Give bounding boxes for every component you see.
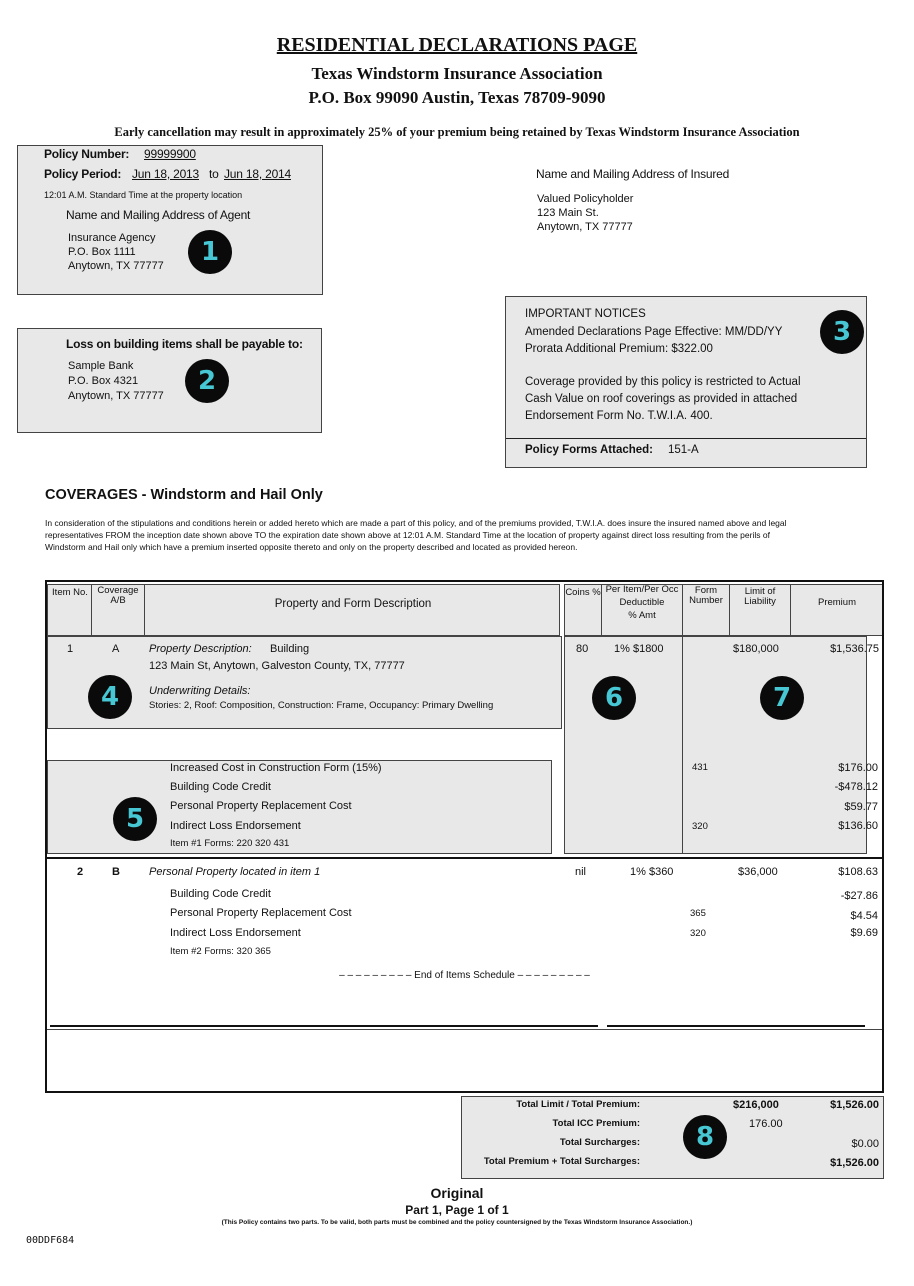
forms-attached-label: Policy Forms Attached:: [525, 444, 654, 456]
footer-part: Part 1, Page 1 of 1: [405, 1203, 509, 1217]
callout-badge-2: 2: [185, 359, 229, 403]
agent-line: Anytown, TX 77777: [68, 260, 164, 272]
item2-no: 2: [77, 866, 84, 878]
coverage-notice-line: Cash Value on roof coverings as provided in attached: [525, 393, 798, 405]
item-separator: [47, 857, 882, 859]
loss-payee-line: Sample Bank: [68, 360, 134, 372]
coverage-notice-line: Endorsement Form No. T.W.I.A. 400.: [525, 410, 713, 422]
total-icc: 176.00: [749, 1118, 783, 1130]
item1-address: 123 Main St, Anytown, Galveston County, TX, 77777: [149, 660, 405, 672]
item2-endorsement-label: Building Code Credit: [170, 888, 271, 900]
callout-badge-5: 5: [113, 797, 157, 841]
loss-payee-heading: Loss on building items shall be payable to:: [66, 337, 303, 351]
policy-period-label: Policy Period:: [44, 167, 122, 181]
coverage-notice-line: Coverage provided by this policy is restricted to Actual: [525, 376, 801, 388]
header-item-no: Item No.: [52, 587, 88, 598]
org-name: Texas Windstorm Insurance Association: [311, 64, 603, 83]
insured-line: Valued Policyholder: [537, 193, 634, 205]
header-form-number: Form Number: [689, 585, 723, 606]
insured-line: 123 Main St.: [537, 207, 599, 219]
header-limit: Limit of Liability: [744, 586, 776, 607]
total-label: Total Surcharges:: [559, 1137, 640, 1148]
loss-payee-line: Anytown, TX 77777: [68, 390, 164, 402]
policy-period-start: Jun 18, 2013: [132, 167, 199, 181]
header-deductible: Deductible: [619, 597, 665, 608]
item1-endorsement-premium: $59.77: [844, 801, 878, 813]
item1-coins: 80: [576, 643, 589, 655]
policy-period-to: to: [209, 167, 219, 181]
item2-endorsement-form: 320: [690, 928, 706, 939]
item1-uw-label: Underwriting Details:: [149, 685, 251, 697]
item1-endorsement-premium: $176.00: [838, 762, 878, 774]
total-label: Total Premium + Total Surcharges:: [483, 1156, 640, 1167]
coverages-title: COVERAGES - Windstorm and Hail Only: [45, 487, 323, 503]
notices-divider: [506, 438, 866, 439]
total-label: Total ICC Premium:: [552, 1118, 640, 1129]
callout-badge-3: 3: [820, 310, 864, 354]
callout-badge-7: 7: [760, 676, 804, 720]
header-deductible: Per Item/Per Occ: [605, 584, 679, 595]
item1-forms-line: Item #1 Forms: 220 320 431: [170, 838, 290, 849]
notice-line: Prorata Additional Premium: $322.00: [525, 343, 713, 355]
insured-heading: Name and Mailing Address of Insured: [536, 167, 730, 181]
item1-endorsement-form: 431: [692, 762, 708, 773]
coverages-paragraph-line: representatives FROM the inception date shown above TO the expiration date shown above at 12:01 A.M. Standard Time at the location of property against direct loss resulting from the perils of: [45, 530, 770, 540]
total-amount: $1,526.00: [830, 1157, 879, 1169]
cancellation-notice: Early cancellation may result in approximately 25% of your premium being retained by Texas Windstorm Insurance Association: [114, 125, 800, 139]
notices-heading: IMPORTANT NOTICES: [525, 308, 646, 320]
item2-coins: nil: [575, 866, 587, 878]
insured-line: Anytown, TX 77777: [537, 221, 633, 233]
total-label: Total Limit / Total Premium:: [516, 1099, 640, 1110]
item2-endorsement-form: 365: [690, 908, 706, 919]
item2-forms-line: Item #2 Forms: 320 365: [170, 946, 271, 957]
total-amount: $0.00: [851, 1138, 879, 1150]
item1-deductible: 1% $1800: [614, 643, 664, 655]
org-address: P.O. Box 99090 Austin, Texas 78709-9090: [308, 88, 606, 107]
item2-endorsement-label: Indirect Loss Endorsement: [170, 927, 301, 939]
item2-endorsement-label: Personal Property Replacement Cost: [170, 907, 352, 919]
item2-limit: $36,000: [738, 866, 778, 878]
callout-badge-4: 4: [88, 675, 132, 719]
item2-deductible: 1% $360: [630, 866, 674, 878]
item2-endorsement-premium: $4.54: [850, 910, 878, 922]
policy-number: 99999900: [144, 147, 196, 161]
item1-coverage: A: [112, 643, 120, 655]
coverages-paragraph-line: In consideration of the stipulations and conditions herein or added hereto which are made a part of this policy, and of the premiums provided, T.W.I.A. does insure the insured named above and legal: [45, 518, 787, 528]
item1-endorsement-label: Indirect Loss Endorsement: [170, 820, 301, 832]
callout-badge-6: 6: [592, 676, 636, 720]
item1-uw-details: Stories: 2, Roof: Composition, Construction: Frame, Occupancy: Primary Dwelling: [149, 700, 494, 711]
footer-original: Original: [430, 1185, 484, 1201]
coverages-paragraph-line: Windstorm and Hail only which have a premium inserted opposite thereto and only on the property described and located as provided hereon.: [45, 542, 578, 552]
page-title: RESIDENTIAL DECLARATIONS PAGE: [276, 34, 638, 56]
time-note: 12:01 A.M. Standard Time at the property location: [44, 190, 243, 200]
callout-badge-1: 1: [188, 230, 232, 274]
policy-period-end: Jun 18, 2014: [224, 167, 291, 181]
total-limit: $216,000: [733, 1099, 779, 1111]
footer-note: (This Policy contains two parts. To be valid, both parts must be combined and the policy countersigned by the Texas Windstorm Insurance Association.): [221, 1219, 693, 1226]
loss-payee-line: P.O. Box 4321: [68, 375, 139, 387]
item2-endorsement-premium: $9.69: [850, 927, 878, 939]
table-bottom-rule-left: [50, 1025, 598, 1027]
agent-line: Insurance Agency: [68, 232, 156, 244]
item2-desc: Personal Property located in item 1: [149, 866, 321, 878]
loss-payee-box: [17, 328, 322, 433]
totals-box: [461, 1096, 884, 1179]
item1-endorsement-label: Increased Cost in Construction Form (15%): [170, 762, 382, 774]
important-notices-box: [505, 296, 867, 468]
header-description: Property and Form Description: [274, 598, 432, 610]
forms-attached-value: 151-A: [668, 444, 699, 456]
item1-endorsement-premium: -$478.12: [834, 781, 878, 793]
total-amount: $1,526.00: [830, 1099, 879, 1111]
table-bottom-divider: [47, 1029, 882, 1030]
header-premium: Premium: [817, 597, 856, 608]
item1-desc-value: Building: [270, 643, 310, 655]
item2-endorsement-premium: -$27.86: [840, 890, 878, 902]
item2-coverage: B: [112, 866, 120, 878]
item1-desc-label: Property Description:: [149, 643, 252, 655]
agent-heading: Name and Mailing Address of Agent: [66, 208, 251, 222]
item1-endorsement-label: Building Code Credit: [170, 781, 271, 793]
notice-line: Amended Declarations Page Effective: MM/DD/YY: [525, 326, 783, 338]
policy-agent-box: [17, 145, 323, 295]
callout-badge-8: 8: [683, 1115, 727, 1159]
agent-line: P.O. Box 1111: [68, 246, 136, 258]
end-of-items-schedule: – – – – – – – – – End of Items Schedule – – – – – – – – –: [339, 970, 590, 981]
item1-endorsement-premium: $136.60: [838, 820, 878, 832]
table-bottom-rule-right: [607, 1025, 865, 1027]
header-coverage: Coverage A/B: [97, 585, 139, 606]
header-coins: Coins %: [565, 587, 601, 598]
item1-premium: $1,536.75: [830, 643, 879, 655]
item1-no: 1: [67, 643, 74, 655]
item2-premium: $108.63: [838, 866, 878, 878]
policy-number-label: Policy Number:: [44, 147, 130, 161]
document-code: 00DDF684: [26, 1235, 75, 1246]
item1-limit: $180,000: [733, 643, 779, 655]
header-deductible: % Amt: [628, 610, 656, 621]
item1-endorsement-label: Personal Property Replacement Cost: [170, 800, 352, 812]
item1-endorsement-form: 320: [692, 821, 708, 832]
